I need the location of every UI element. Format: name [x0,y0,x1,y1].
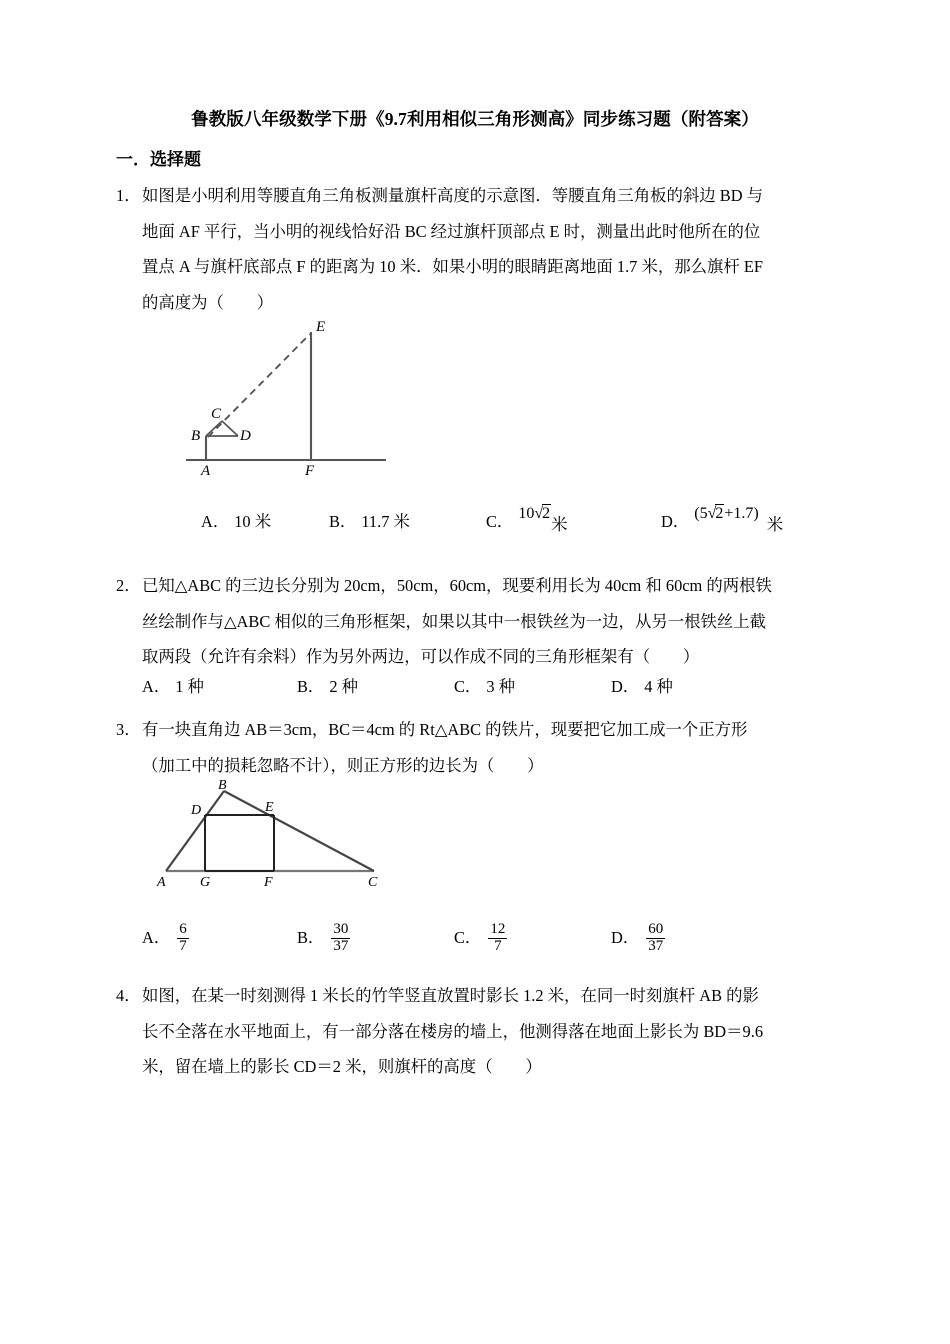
option-d-radicand: 2 [715,505,724,522]
question-2-option-b[interactable] [297,673,358,697]
question-1-option-d[interactable] [661,505,784,534]
option-d-denominator: 37 [648,937,664,954]
question-2-option-c-label: C． [454,677,482,696]
question-1-number: 1． [116,186,141,205]
option-c-coefficient: 10 [518,505,535,522]
question-3-option-d-label: D． [611,928,640,948]
question-1-figure [186,318,406,478]
svg-text:G: G [200,875,211,888]
section-heading: 一．选择题 [116,150,201,169]
svg-text:B: B [218,778,227,793]
page-title: 鲁教版八年级数学下册《9.7利用相似三角形测高》同步练习题（附答案） [191,109,759,129]
question-2-option-b-label: B． [297,677,325,696]
flagpole-measurement-diagram [186,318,406,478]
option-a-numerator: 6 [179,921,187,937]
question-4-line-1 [116,978,840,1014]
question-2-option-c[interactable] [454,673,515,697]
question-2 [116,568,840,675]
question-2-option-a[interactable] [142,673,204,697]
question-1-option-d-expression [694,505,758,523]
question-2-option-d-text: 4 种 [644,677,673,696]
option-c-denominator: 7 [494,937,502,954]
question-1-line-1 [116,178,840,214]
question-2-option-c-text: 3 种 [486,677,516,696]
question-2-option-d-label: D． [611,677,640,696]
svg-text:C: C [368,875,378,888]
question-3 [116,712,840,783]
question-1-option-a[interactable] [201,508,271,532]
question-1-option-c-expression [518,505,551,523]
question-2-line-2: 丝绘制作与△ABC 相似的三角形框架，如果以其中一根铁丝为一边，从另一根铁丝上截 [142,611,767,631]
question-1-option-b-label: B． [329,512,357,531]
svg-text:A: A [157,875,166,888]
square-root-icon: √2 [707,505,724,522]
question-3-figure [152,778,402,888]
question-3-option-b[interactable] [297,922,352,954]
question-1-options [116,505,840,542]
question-3-option-a-fraction [177,922,189,954]
option-d-prefix: (5 [694,505,708,522]
svg-text:B: B [191,428,201,444]
question-2-option-d[interactable] [611,673,673,697]
option-d-unit: 米 [766,515,784,534]
question-1 [116,178,840,320]
question-1-line-2: 地面 AF 平行，当小明的视线恰好沿 BC 经过旗杆顶部点 E 时，测量出此时他所在的位 [142,221,761,241]
question-2-line-1 [116,568,840,604]
question-1-option-b-text: 11.7 米 [361,512,410,531]
option-d-suffix: +1.7) [724,505,759,522]
svg-text:F: F [264,875,273,888]
question-3-option-b-label: B． [297,928,325,948]
option-c-radicand: 2 [542,505,551,522]
question-2-options [116,673,840,707]
question-3-option-c[interactable] [454,922,509,954]
question-3-number: 3． [116,720,141,739]
question-2-text-1: 已知△ABC 的三边长分别为 20cm，50cm，60cm，现要利用长为 40cm 和 60cm 的两根铁 [142,576,772,595]
svg-text:F: F [305,463,315,478]
question-1-option-a-text: 10 米 [234,512,272,531]
question-4-line-2: 长不全落在水平地面上，有一部分落在楼房的墙上，他测得落在地面上影长为 BD＝9.6 [142,1021,764,1041]
question-4-number: 4． [116,986,141,1005]
question-1-line-3: 置点 A 与旗杆底部点 F 的距离为 10 米．如果小明的眼睛距离地面 1.7 米，那么旗杆 EF [142,257,764,276]
svg-text:C: C [211,406,222,422]
question-3-option-d[interactable] [611,922,667,954]
question-1-option-b[interactable] [329,508,410,532]
svg-text:D: D [240,428,251,444]
option-a-denominator: 7 [179,937,187,954]
question-4-text-1: 如图，在某一时刻测得 1 米长的竹竿竖直放置时影长 1.2 米，在同一时刻旗杆 AB 的影 [142,986,759,1005]
svg-text:D: D [191,803,202,818]
question-4 [116,978,840,1085]
inscribed-square-triangle-diagram [152,778,402,888]
svg-text:A: A [201,463,211,478]
question-3-option-b-fraction [331,922,350,954]
question-1-line-4: 的高度为（ ） [142,292,274,312]
question-2-line-3: 取两段（允许有余料）作为另外两边，可以作成不同的三角形框架有（ ） [142,647,700,666]
square-root-icon: √2 [534,505,551,522]
option-b-denominator: 37 [333,937,349,954]
question-1-option-c-label: C． [486,512,514,531]
svg-text:E: E [316,319,326,335]
question-2-option-a-text: 1 种 [175,677,204,696]
question-2-option-a-label: A． [142,677,171,696]
question-3-option-c-fraction [488,922,507,954]
question-2-number: 2． [116,576,141,595]
question-4-line-3: 米，留在墙上的影长 CD＝2 米，则旗杆的高度（ ） [142,1057,542,1076]
question-2-option-b-text: 2 种 [329,677,359,696]
question-3-option-a[interactable] [142,922,191,954]
question-1-option-a-label: A． [201,512,230,531]
option-d-numerator: 60 [648,921,664,937]
option-c-numerator: 12 [490,921,506,937]
question-3-line-2: （加工中的损耗忽略不计），则正方形的边长为（ ） [142,755,544,775]
option-c-unit: 米 [551,515,568,534]
question-3-option-c-label: C． [454,928,482,948]
question-1-text-1: 如图是小明利用等腰直角三角板测量旗杆高度的示意图．等腰直角三角板的斜边 BD 与 [142,186,764,205]
question-1-option-d-label: D． [661,512,690,531]
question-3-text-1: 有一块直角边 AB＝3cm，BC＝4cm 的 Rt△ABC 的铁片，现要把它加工成一个正方形 [142,720,748,739]
svg-text:E: E [265,800,274,815]
option-b-numerator: 30 [333,921,349,937]
question-3-options [116,922,840,956]
question-3-option-d-fraction [646,922,665,954]
question-1-option-c[interactable] [486,505,568,534]
question-3-option-a-label: A． [142,928,171,948]
question-3-line-1 [116,712,840,748]
